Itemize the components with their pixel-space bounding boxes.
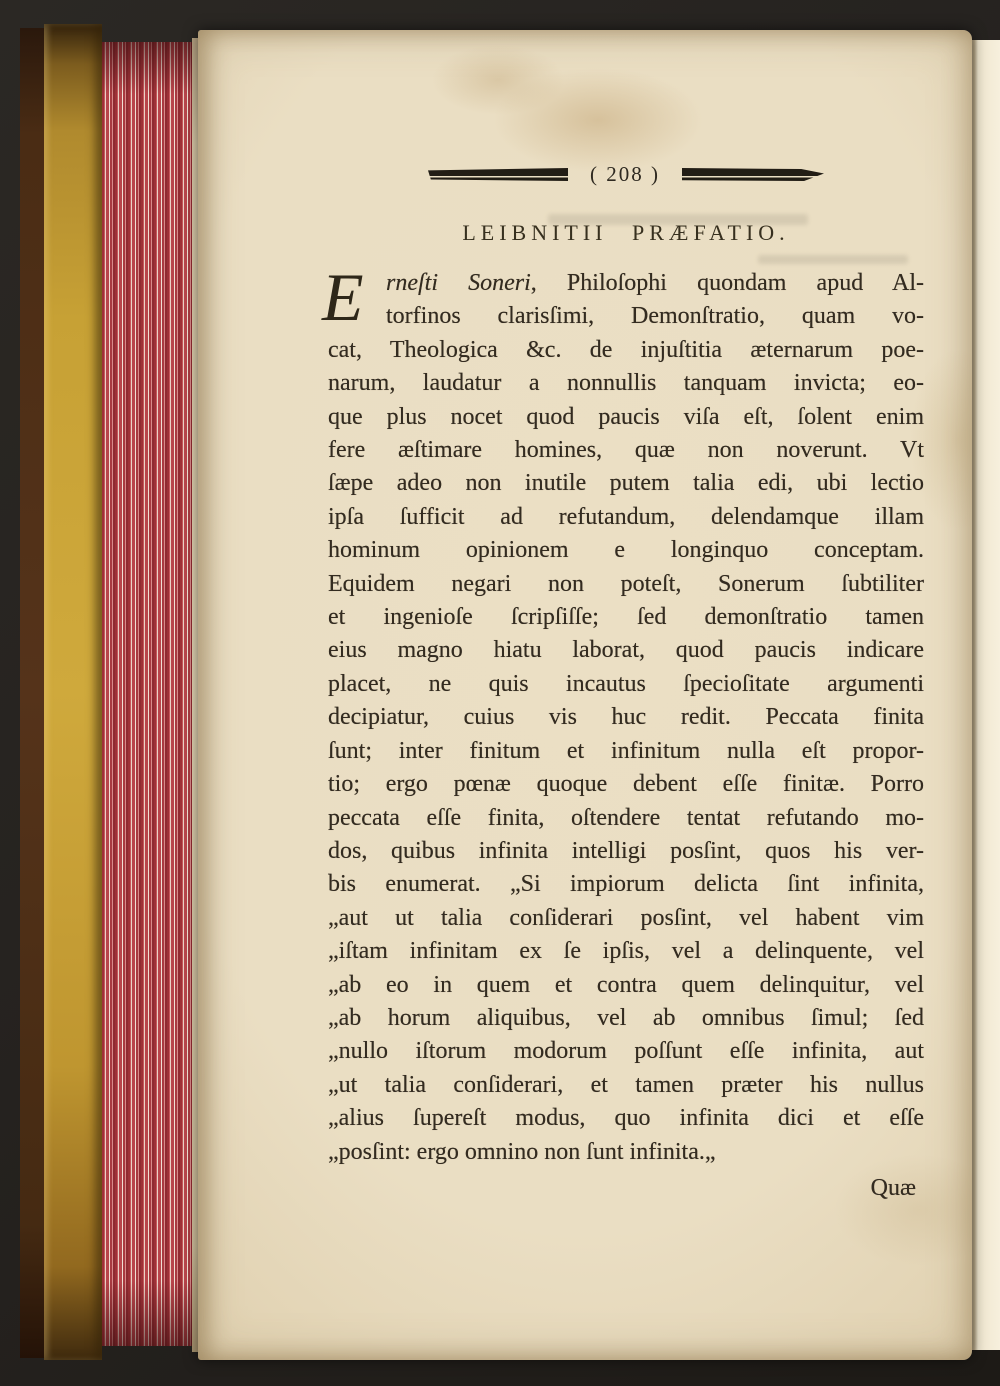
body-line: „iſtam infinitam ex ſe ipſis, vel a delinquente, vel xyxy=(328,938,924,965)
page-fore-edge-stripes xyxy=(102,42,194,1346)
body-line: „ab horum aliquibus, vel ab omnibus ſimul; ſed xyxy=(328,1004,924,1031)
body-line: ipſa ſufficit ad refutandum, delendamque illam xyxy=(328,503,924,530)
body-line: fere æſtimare homines, quæ non noverunt. Vt xyxy=(328,437,924,464)
body-line: rneſti Soneri, Philoſophi quondam apud Al- xyxy=(386,270,924,296)
body-line: dos, quibus infinita intelligi posſint, quos his ver- xyxy=(328,837,924,864)
body-line: decipiatur, cuius vis huc redit. Peccata finita xyxy=(328,704,924,731)
section-heading: LEIBNITII PRÆFATIO. xyxy=(462,220,790,245)
book-spine-edge xyxy=(20,28,46,1358)
body-line: peccata eſſe finita, oſtendere tentat refutando mo- xyxy=(328,804,924,831)
body-line: „ut talia conſiderari, et tamen præter his nullus xyxy=(328,1071,924,1098)
body-line: „posſint: ergo omnino non ſunt infinita.„ xyxy=(328,1138,716,1165)
body-line: tio; ergo pœnæ quoque debent eſſe finitæ. Porro xyxy=(328,771,924,798)
body-line: Equidem negari non poteſt, Sonerum ſubtiliter xyxy=(328,570,924,597)
scanned-page xyxy=(198,30,972,1360)
adjacent-page-sliver xyxy=(970,40,1000,1350)
body-line: torfinos clarisſimi, Demonſtratio, quam vo- xyxy=(386,303,924,330)
body-line: ſæpe adeo non inutile putem talia edi, ubi lectio xyxy=(328,470,924,497)
body-lines xyxy=(328,267,924,1169)
body-line: „nullo iſtorum modorum poſſunt eſſe infinita, aut xyxy=(328,1038,924,1065)
page-header xyxy=(328,162,924,187)
page-number: ( 208 ) xyxy=(590,162,660,186)
body-line: „ab eo in quem et contra quem delinquitur, vel xyxy=(328,971,924,998)
body-line: et ingenioſe ſcripſiſſe; ſed demonſtratio tamen xyxy=(328,604,924,631)
body-line: placet, ne quis incautus ſpecioſitate argumenti xyxy=(328,670,924,697)
body-paragraph xyxy=(322,259,924,1205)
body-line: eius magno hiatu laborat, quod paucis indicare xyxy=(328,637,924,664)
body-line: narum, laudatur a nonnullis tanquam invicta; eo- xyxy=(328,370,924,397)
body-line: bis enumerat. „Si impiorum delicta ſint infinita, xyxy=(328,871,924,898)
body-line: que plus nocet quod paucis viſa eſt, ſolent enim xyxy=(328,403,924,430)
body-line: „alius ſupereſt modus, quo infinita dici et eſſe xyxy=(328,1105,924,1132)
drop-cap: E xyxy=(322,259,364,335)
body-line: „aut ut talia conſiderari posſint, vel habent vim xyxy=(328,904,924,931)
catchword: Quæ xyxy=(870,1174,916,1201)
header-rule-right xyxy=(682,168,824,181)
body-line: hominum opinionem e longinquo conceptam. xyxy=(328,537,924,564)
body-line: ſunt; inter finitum et infinitum nulla eſt propor- xyxy=(328,737,924,764)
book-cover-edge xyxy=(44,24,102,1360)
body-line: cat, Theologica &c. de injuſtitia æternarum poe- xyxy=(328,336,924,363)
text-column xyxy=(322,30,924,1360)
header-rule-left xyxy=(428,168,568,181)
italic-opening-phrase: rneſti Soneri xyxy=(386,270,531,296)
